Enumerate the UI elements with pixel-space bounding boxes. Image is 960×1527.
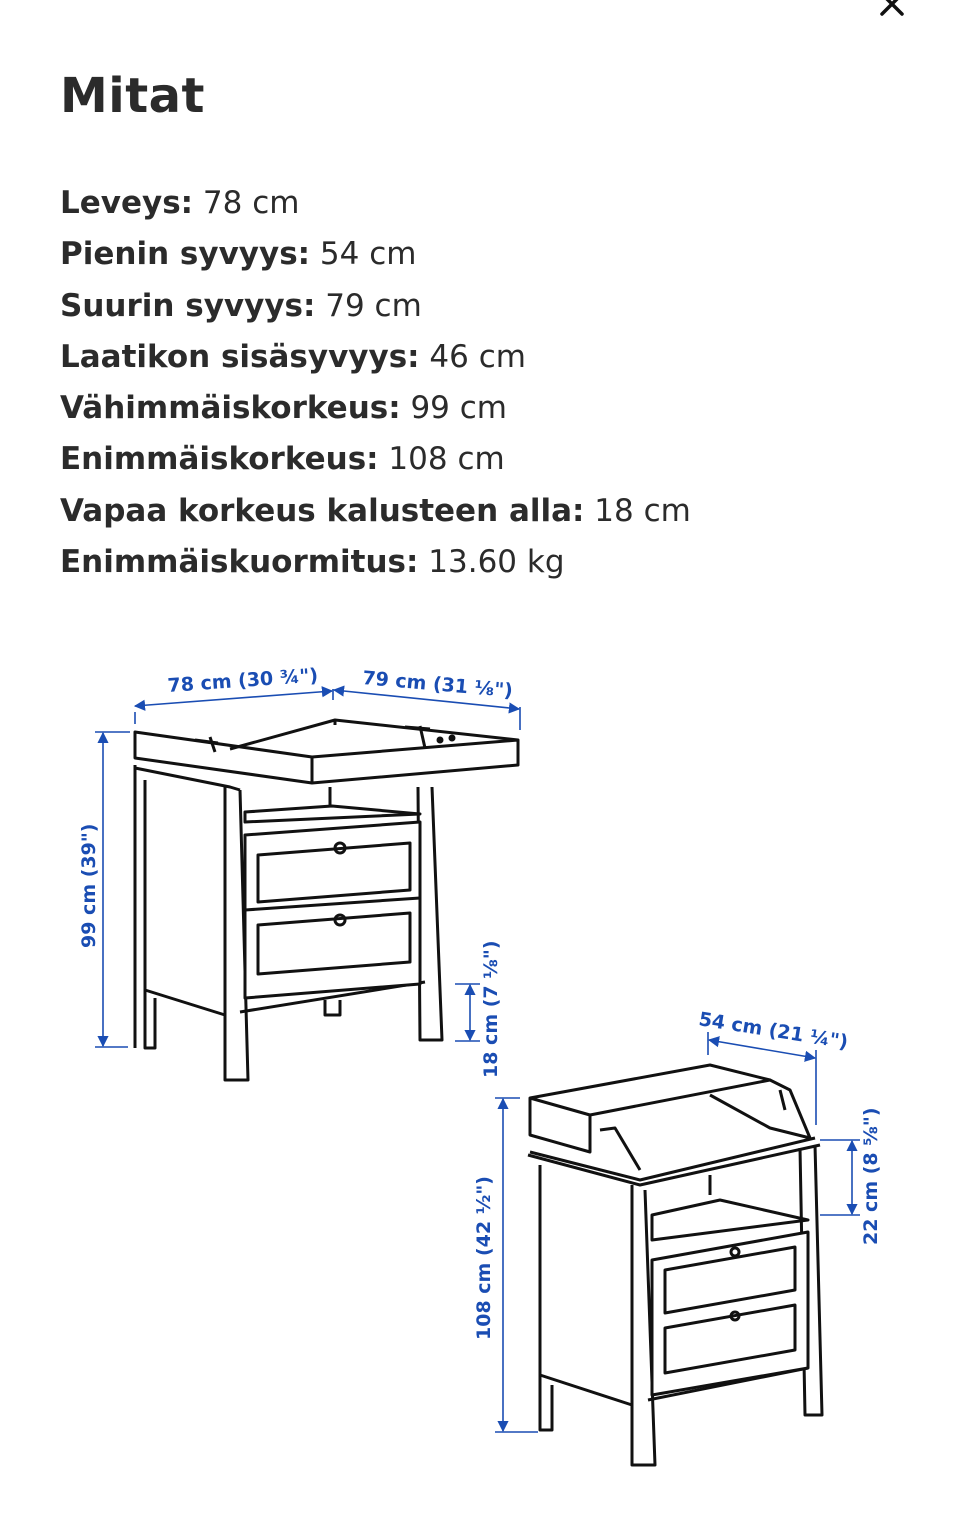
spec-row-min-depth: Pienin syvyys: 54 cm xyxy=(60,236,417,273)
spec-row-drawer-depth: Laatikon sisäsyvyys: 46 cm xyxy=(60,338,526,375)
changing-table-open-illustration xyxy=(135,720,518,1080)
spec-row-clearance: Vapaa korkeus kalusteen alla: 18 cm xyxy=(60,492,691,529)
changing-table-closed-illustration xyxy=(528,1065,822,1465)
spec-row-min-height: Vähimmäiskorkeus: 99 cm xyxy=(60,390,508,427)
dim-min-height-label: 99 cm (39") xyxy=(78,823,100,948)
spec-row-max-load: Enimmäiskuormitus: 13.60 kg xyxy=(60,544,565,581)
spec-row-max-depth: Suurin syvyys: 79 cm xyxy=(60,287,422,324)
close-icon xyxy=(874,0,910,22)
dimension-drawing xyxy=(0,640,960,1527)
spec-row-width: Leveys: 78 cm xyxy=(60,185,300,221)
spec-row-max-height: Enimmäiskorkeus: 108 cm xyxy=(60,441,505,478)
dimension-list xyxy=(60,178,691,588)
dim-clearance-label: 18 cm (7 ⅛") xyxy=(480,940,502,1078)
close-button[interactable] xyxy=(874,0,910,22)
dim-top-height-label: 22 cm (8 ⅝") xyxy=(860,1107,882,1245)
dim-max-height-label: 108 cm (42 ½") xyxy=(473,1176,495,1340)
dim-max-depth-label: 79 cm (31 ⅛") xyxy=(361,667,514,703)
page-title: Mitat xyxy=(60,68,205,124)
dim-width-label: 78 cm (30 ¾") xyxy=(166,664,319,697)
dim-min-depth-label: 54 cm (21 ¼") xyxy=(697,1008,850,1054)
